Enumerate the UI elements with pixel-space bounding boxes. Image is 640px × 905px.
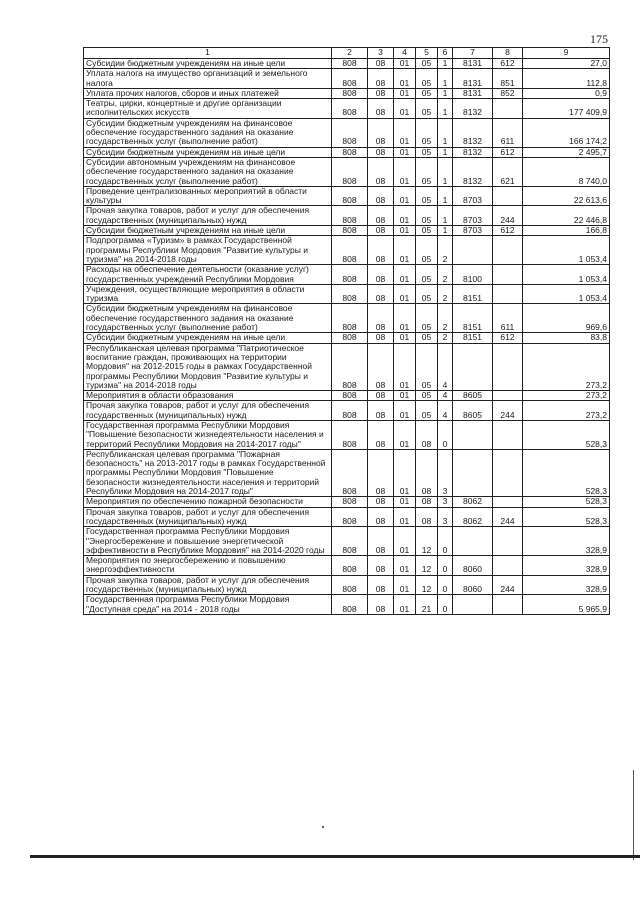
section-code: 08	[368, 69, 394, 89]
table-row	[84, 304, 610, 333]
target-article-code: 8060	[453, 556, 493, 576]
amount: 5 965,9	[523, 595, 610, 615]
program-code: 05	[416, 333, 438, 343]
subprogram-code: 1	[438, 99, 453, 119]
expense-type-code	[493, 265, 523, 285]
page-number: 175	[590, 32, 608, 46]
subprogram-code: 4	[438, 343, 453, 390]
section-code: 08	[368, 507, 394, 527]
subprogram-code: 2	[438, 265, 453, 285]
table-row	[84, 147, 610, 157]
subprogram-code: 3	[438, 449, 453, 496]
ministry-code: 808	[332, 449, 368, 496]
expense-type-code	[493, 527, 523, 556]
subsection-code: 01	[394, 507, 416, 527]
program-code: 12	[416, 527, 438, 556]
table-row	[84, 391, 610, 401]
amount: 328,9	[523, 556, 610, 576]
subprogram-code: 1	[438, 59, 453, 69]
ministry-code: 808	[332, 527, 368, 556]
subprogram-code: 1	[438, 186, 453, 206]
ministry-code: 808	[332, 401, 368, 421]
table-row	[84, 206, 610, 226]
budget-item-name: Республиканская целевая программа "Пожарная безопасность" на 2013-2017 годы в рамках Государственной программы Республики Мордовия "Повышение безопасности жизнедеятельности населения и территорий Республики Мордовия на 2014-2017 годы"	[84, 449, 332, 496]
section-code: 08	[368, 304, 394, 333]
expense-type-code	[493, 420, 523, 449]
ministry-code: 808	[332, 186, 368, 206]
subprogram-code: 2	[438, 284, 453, 304]
target-article-code: 8703	[453, 206, 493, 226]
header-cell: 2	[332, 48, 368, 59]
ministry-code: 808	[332, 206, 368, 226]
subsection-code: 01	[394, 236, 416, 265]
budget-item-name: Субсидии бюджетным учреждениям на финансовое обеспечение государственного задания на оказание государственных услуг (выполнение работ)	[84, 304, 332, 333]
amount: 8 740,0	[523, 157, 610, 186]
subsection-code: 01	[394, 118, 416, 147]
program-code: 05	[416, 69, 438, 89]
target-article-code	[453, 595, 493, 615]
program-code: 05	[416, 59, 438, 69]
amount: 166 174,2	[523, 118, 610, 147]
target-article-code: 8131	[453, 69, 493, 89]
table-row	[84, 88, 610, 98]
subsection-code: 01	[394, 99, 416, 119]
amount: 112,8	[523, 69, 610, 89]
expense-type-code: 852	[493, 88, 523, 98]
subsection-code: 01	[394, 284, 416, 304]
budget-item-name: Прочая закупка товаров, работ и услуг для обеспечения государственных (муниципальных) нужд	[84, 575, 332, 595]
budget-item-name: Прочая закупка товаров, работ и услуг для обеспечения государственных (муниципальных) нужд	[84, 401, 332, 421]
target-article-code: 8060	[453, 575, 493, 595]
section-code: 08	[368, 265, 394, 285]
subprogram-code: 1	[438, 118, 453, 147]
section-code: 08	[368, 206, 394, 226]
budget-item-name: Прочая закупка товаров, работ и услуг для обеспечения государственных (муниципальных) нужд	[84, 507, 332, 527]
subsection-code: 01	[394, 556, 416, 576]
table-row	[84, 236, 610, 265]
subprogram-code: 1	[438, 147, 453, 157]
subprogram-code: 2	[438, 236, 453, 265]
budget-item-name: Мероприятия по энергосбережению и повышению энергоэффективности	[84, 556, 332, 576]
table-row	[84, 343, 610, 390]
amount: 177 409,9	[523, 99, 610, 119]
table-row	[84, 59, 610, 69]
section-code: 08	[368, 147, 394, 157]
subsection-code: 01	[394, 304, 416, 333]
section-code: 08	[368, 556, 394, 576]
ministry-code: 808	[332, 595, 368, 615]
subprogram-code: 1	[438, 157, 453, 186]
expense-type-code: 851	[493, 69, 523, 89]
subsection-code: 01	[394, 343, 416, 390]
target-article-code: 8132	[453, 157, 493, 186]
subprogram-code: 0	[438, 595, 453, 615]
program-code: 21	[416, 595, 438, 615]
budget-item-name: Субсидии автономным учреждениям на финансовое обеспечение государственного задания на оказание государственных услуг (выполнение работ)	[84, 157, 332, 186]
subsection-code: 01	[394, 497, 416, 507]
table-row	[84, 595, 610, 615]
ministry-code: 808	[332, 265, 368, 285]
program-code: 05	[416, 206, 438, 226]
amount: 528,3	[523, 507, 610, 527]
section-code: 08	[368, 59, 394, 69]
ministry-code: 808	[332, 99, 368, 119]
budget-item-name: Учреждения, осуществляющие мероприятия в области туризма	[84, 284, 332, 304]
target-article-code: 8151	[453, 304, 493, 333]
expense-type-code: 612	[493, 59, 523, 69]
target-article-code: 8062	[453, 497, 493, 507]
table-row	[84, 556, 610, 576]
expense-type-code	[493, 391, 523, 401]
subprogram-code: 1	[438, 88, 453, 98]
subsection-code: 01	[394, 575, 416, 595]
program-code: 05	[416, 186, 438, 206]
budget-item-name: Государственная программа Республики Мордовия "Повышение безопасности жизнедеятельности населения и территорий Республики Мордовия на 2014-2017 годы"	[84, 420, 332, 449]
budget-item-name: Проведение централизованных мероприятий в области культуры	[84, 186, 332, 206]
header-cell: 1	[84, 48, 332, 59]
amount: 27,0	[523, 59, 610, 69]
budget-item-name: Уплата прочих налогов, сборов и иных платежей	[84, 88, 332, 98]
program-code: 05	[416, 391, 438, 401]
program-code: 05	[416, 147, 438, 157]
ministry-code: 808	[332, 420, 368, 449]
budget-item-name: Республиканская целевая программа "Патриотическое воспитание граждан, проживающих на территории Мордовия" на 2012-2015 годы в рамках Государственной программы Республики Мордовия "Развитие культуры и туризма" на 2014-2018 годы	[84, 343, 332, 390]
amount: 969,6	[523, 304, 610, 333]
ministry-code: 808	[332, 118, 368, 147]
ministry-code: 808	[332, 157, 368, 186]
budget-item-name: Государственная программа Республики Мордовия "Доступная среда" на 2014 - 2018 годы	[84, 595, 332, 615]
program-code: 08	[416, 507, 438, 527]
expense-type-code	[493, 595, 523, 615]
budget-item-name: Мероприятия в области образования	[84, 391, 332, 401]
section-code: 08	[368, 420, 394, 449]
table-row	[84, 265, 610, 285]
ministry-code: 808	[332, 575, 368, 595]
expense-type-code: 244	[493, 507, 523, 527]
budget-item-name: Субсидии бюджетным учреждениям на иные цели	[84, 333, 332, 343]
subprogram-code: 0	[438, 527, 453, 556]
section-code: 08	[368, 284, 394, 304]
program-code: 05	[416, 343, 438, 390]
subsection-code: 01	[394, 333, 416, 343]
target-article-code: 8131	[453, 88, 493, 98]
target-article-code: 8100	[453, 265, 493, 285]
target-article-code: 8132	[453, 118, 493, 147]
expense-type-code	[493, 99, 523, 119]
subprogram-code: 0	[438, 556, 453, 576]
table-row	[84, 449, 610, 496]
subprogram-code: 1	[438, 69, 453, 89]
ministry-code: 808	[332, 236, 368, 265]
amount: 528,3	[523, 497, 610, 507]
expense-type-code: 612	[493, 147, 523, 157]
amount: 2 495,7	[523, 147, 610, 157]
ministry-code: 808	[332, 88, 368, 98]
program-code: 05	[416, 99, 438, 119]
target-article-code: 8605	[453, 391, 493, 401]
amount: 1 053,4	[523, 236, 610, 265]
table-row	[84, 118, 610, 147]
header-cell: 3	[368, 48, 394, 59]
ministry-code: 808	[332, 507, 368, 527]
amount: 273,2	[523, 401, 610, 421]
table-row	[84, 284, 610, 304]
target-article-code: 8703	[453, 186, 493, 206]
expense-type-code	[493, 236, 523, 265]
table-row	[84, 186, 610, 206]
expense-type-code	[493, 284, 523, 304]
table-row	[84, 575, 610, 595]
table-row	[84, 333, 610, 343]
target-article-code: 8605	[453, 401, 493, 421]
header-cell: 6	[438, 48, 453, 59]
amount: 22 613,6	[523, 186, 610, 206]
subprogram-code: 2	[438, 333, 453, 343]
expense-type-code	[493, 497, 523, 507]
ministry-code: 808	[332, 343, 368, 390]
section-code: 08	[368, 186, 394, 206]
expense-type-code: 244	[493, 575, 523, 595]
subprogram-code: 4	[438, 401, 453, 421]
program-code: 05	[416, 157, 438, 186]
subsection-code: 01	[394, 391, 416, 401]
amount: 83,8	[523, 333, 610, 343]
target-article-code: 8151	[453, 284, 493, 304]
target-article-code: 8703	[453, 226, 493, 236]
expense-type-code: 611	[493, 118, 523, 147]
ministry-code: 808	[332, 284, 368, 304]
program-code: 05	[416, 118, 438, 147]
budget-table	[83, 47, 610, 615]
subsection-code: 01	[394, 69, 416, 89]
section-code: 08	[368, 99, 394, 119]
program-code: 08	[416, 449, 438, 496]
subprogram-code: 4	[438, 391, 453, 401]
subsection-code: 01	[394, 449, 416, 496]
expense-type-code: 244	[493, 206, 523, 226]
expense-type-code: 612	[493, 333, 523, 343]
expense-type-code	[493, 343, 523, 390]
budget-item-name: Субсидии бюджетным учреждениям на финансовое обеспечение государственного задания на оказание государственных услуг (выполнение работ)	[84, 118, 332, 147]
budget-item-name: Мероприятия по обеспечению пожарной безопасности	[84, 497, 332, 507]
target-article-code	[453, 420, 493, 449]
section-code: 08	[368, 401, 394, 421]
subprogram-code: 1	[438, 206, 453, 226]
subprogram-code: 3	[438, 497, 453, 507]
subsection-code: 01	[394, 147, 416, 157]
section-code: 08	[368, 118, 394, 147]
table-row	[84, 507, 610, 527]
subsection-code: 01	[394, 420, 416, 449]
budget-item-name: Театры, цирки, концертные и другие организации исполнительских искусств	[84, 99, 332, 119]
table-row	[84, 69, 610, 89]
subprogram-code: 0	[438, 575, 453, 595]
amount: 273,2	[523, 343, 610, 390]
page-bottom-rule	[30, 855, 640, 858]
header-cell: 9	[523, 48, 610, 59]
ministry-code: 808	[332, 391, 368, 401]
budget-item-name: Государственная программа Республики Мордовия "Энергосбережение и повышение энергетической эффективности в Республике Мордовия" на 2014-2020 годы	[84, 527, 332, 556]
expense-type-code	[493, 556, 523, 576]
target-article-code: 8132	[453, 99, 493, 119]
ministry-code: 808	[332, 304, 368, 333]
ministry-code: 808	[332, 59, 368, 69]
section-code: 08	[368, 343, 394, 390]
header-row	[84, 48, 610, 59]
subprogram-code: 0	[438, 420, 453, 449]
amount: 0,9	[523, 88, 610, 98]
program-code: 12	[416, 556, 438, 576]
expense-type-code	[493, 186, 523, 206]
program-code: 08	[416, 497, 438, 507]
scan-edge-line	[633, 770, 634, 860]
section-code: 08	[368, 497, 394, 507]
amount: 1 053,4	[523, 265, 610, 285]
subsection-code: 01	[394, 401, 416, 421]
header-cell: 5	[416, 48, 438, 59]
section-code: 08	[368, 226, 394, 236]
ministry-code: 808	[332, 147, 368, 157]
header-cell: 4	[394, 48, 416, 59]
subsection-code: 01	[394, 595, 416, 615]
header-cell: 8	[493, 48, 523, 59]
target-article-code: 8151	[453, 333, 493, 343]
ministry-code: 808	[332, 556, 368, 576]
amount: 328,9	[523, 575, 610, 595]
budget-item-name: Субсидии бюджетным учреждениям на иные цели	[84, 59, 332, 69]
table-row	[84, 226, 610, 236]
program-code: 05	[416, 284, 438, 304]
subsection-code: 01	[394, 226, 416, 236]
subsection-code: 01	[394, 88, 416, 98]
subsection-code: 01	[394, 527, 416, 556]
amount: 22 446,8	[523, 206, 610, 226]
section-code: 08	[368, 391, 394, 401]
subprogram-code: 2	[438, 304, 453, 333]
expense-type-code: 612	[493, 226, 523, 236]
section-code: 08	[368, 88, 394, 98]
target-article-code: 8132	[453, 147, 493, 157]
section-code: 08	[368, 236, 394, 265]
section-code: 08	[368, 157, 394, 186]
target-article-code: 8062	[453, 507, 493, 527]
program-code: 05	[416, 265, 438, 285]
section-code: 08	[368, 575, 394, 595]
subsection-code: 01	[394, 157, 416, 186]
subprogram-code: 1	[438, 226, 453, 236]
budget-item-name: Уплата налога на имущество организаций и земельного налога	[84, 69, 332, 89]
budget-item-name: Субсидии бюджетным учреждениям на иные цели	[84, 147, 332, 157]
subsection-code: 01	[394, 59, 416, 69]
table-row	[84, 497, 610, 507]
program-code: 05	[416, 226, 438, 236]
table-row	[84, 401, 610, 421]
budget-item-name: Субсидии бюджетным учреждениям на иные цели	[84, 226, 332, 236]
program-code: 05	[416, 304, 438, 333]
target-article-code	[453, 236, 493, 265]
table-row	[84, 527, 610, 556]
expense-type-code	[493, 449, 523, 496]
table-row	[84, 420, 610, 449]
amount: 528,3	[523, 420, 610, 449]
ministry-code: 808	[332, 69, 368, 89]
amount: 1 053,4	[523, 284, 610, 304]
program-code: 12	[416, 575, 438, 595]
subsection-code: 01	[394, 186, 416, 206]
budget-item-name: Подпрограмма «Туризм» в рамках Государственной программы Республики Мордовия "Развитие культуры и туризма" на 2014-2018 годы	[84, 236, 332, 265]
budget-item-name: Прочая закупка товаров, работ и услуг для обеспечения государственных (муниципальных) нужд	[84, 206, 332, 226]
target-article-code	[453, 449, 493, 496]
ministry-code: 808	[332, 226, 368, 236]
program-code: 05	[416, 88, 438, 98]
program-code: 08	[416, 420, 438, 449]
table-header	[84, 48, 610, 59]
program-code: 05	[416, 401, 438, 421]
amount: 273,2	[523, 391, 610, 401]
table-row	[84, 99, 610, 119]
table-row	[84, 157, 610, 186]
expense-type-code: 621	[493, 157, 523, 186]
target-article-code	[453, 343, 493, 390]
ministry-code: 808	[332, 333, 368, 343]
scan-artifact	[322, 826, 324, 828]
target-article-code: 8131	[453, 59, 493, 69]
subprogram-code: 3	[438, 507, 453, 527]
budget-item-name: Расходы на обеспечение деятельности (оказание услуг) государственных учреждений Республики Мордовия	[84, 265, 332, 285]
amount: 528,3	[523, 449, 610, 496]
ministry-code: 808	[332, 497, 368, 507]
header-cell: 7	[453, 48, 493, 59]
expense-type-code: 244	[493, 401, 523, 421]
program-code: 05	[416, 236, 438, 265]
amount: 328,9	[523, 527, 610, 556]
subsection-code: 01	[394, 265, 416, 285]
section-code: 08	[368, 527, 394, 556]
section-code: 08	[368, 595, 394, 615]
expense-type-code: 611	[493, 304, 523, 333]
target-article-code	[453, 527, 493, 556]
table-body	[84, 59, 610, 615]
section-code: 08	[368, 449, 394, 496]
subsection-code: 01	[394, 206, 416, 226]
section-code: 08	[368, 333, 394, 343]
amount: 166,8	[523, 226, 610, 236]
